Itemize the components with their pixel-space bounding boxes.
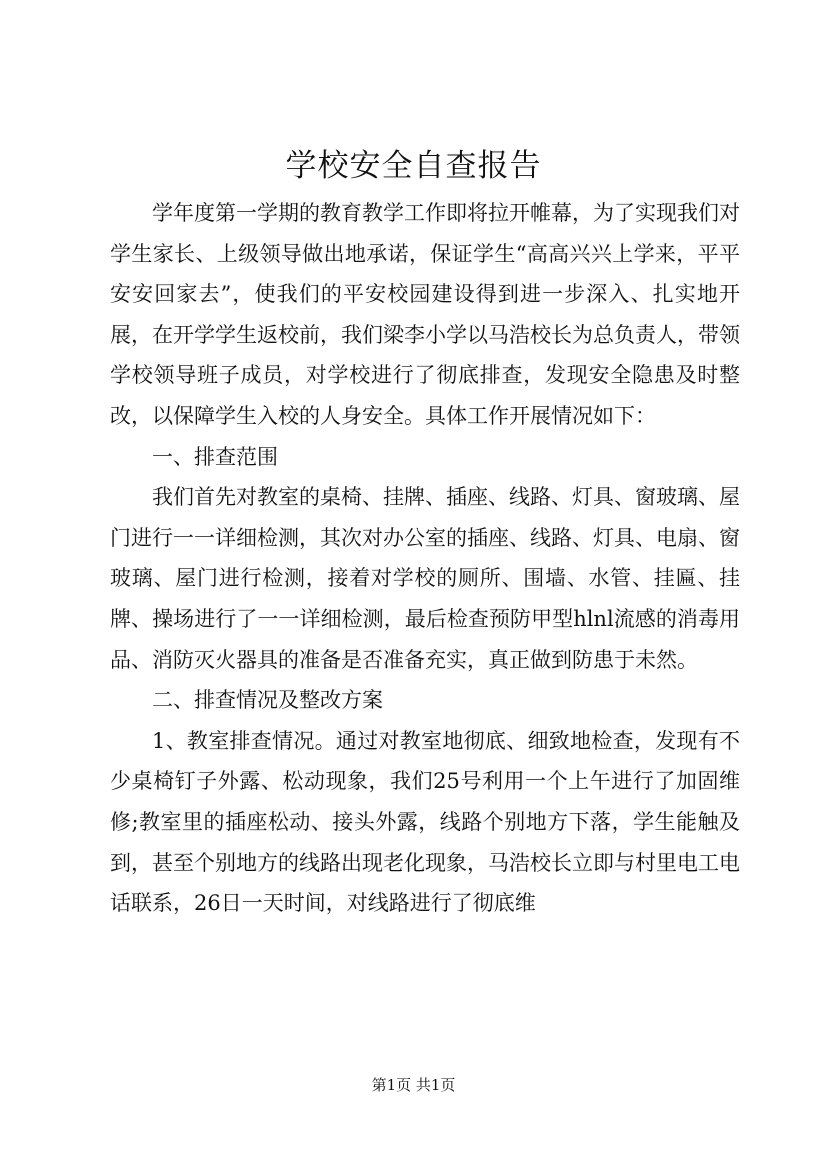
document-body: [110, 193, 740, 924]
section-heading-findings: 二、排查情况及整改方案: [152, 688, 383, 713]
section-heading-scope: 一、排查范围: [152, 444, 278, 469]
scope-paragraph: 我们首先对教室的桌椅、挂牌、插座、线路、灯具、窗玻璃、屋门进行一一详细检测，其次对办公室的插座、线路、灯具、电扇、窗玻璃、屋门进行检测，接着对学校的厕所、围墙、水管、挂匾、挂牌、操场进行了一一详细检测，最后检查预防甲型hlnl流感的消毒用品、消防灭火器具的准备是否准备充实，真正做到防患于未然。: [110, 485, 740, 672]
document-title: 学校安全自查报告: [285, 148, 542, 184]
page-footer: 第1页 共1页: [371, 1076, 456, 1094]
intro-paragraph: 学年度第一学期的教育教学工作即将拉开帷幕，为了实现我们对学生家长、上级领导做出地承诺，保证学生“高高兴兴上学来，平平安安回家去”，使我们的平安校园建设得到进一步深入、扎实地开展，在开学学生返校前，我们梁李小学以马浩校长为总负责人，带领学校领导班子成员，对学校进行了彻底排查，发现安全隐患及时整改，以保障学生入校的人身安全。具体工作开展情况如下：: [110, 201, 740, 428]
classroom-findings-paragraph: 1、教室排查情况。通过对教室地彻底、细致地检查，发现有不少桌椅钉子外露、松动现象，我们25号利用一个上午进行了加固维修;教室里的插座松动、接头外露，线路个别地方下落，学生能触及到，甚至个别地方的线路出现老化现象，马浩校长立即与村里电工电话联系，26日一天时间，对线路进行了彻底维: [110, 728, 740, 916]
